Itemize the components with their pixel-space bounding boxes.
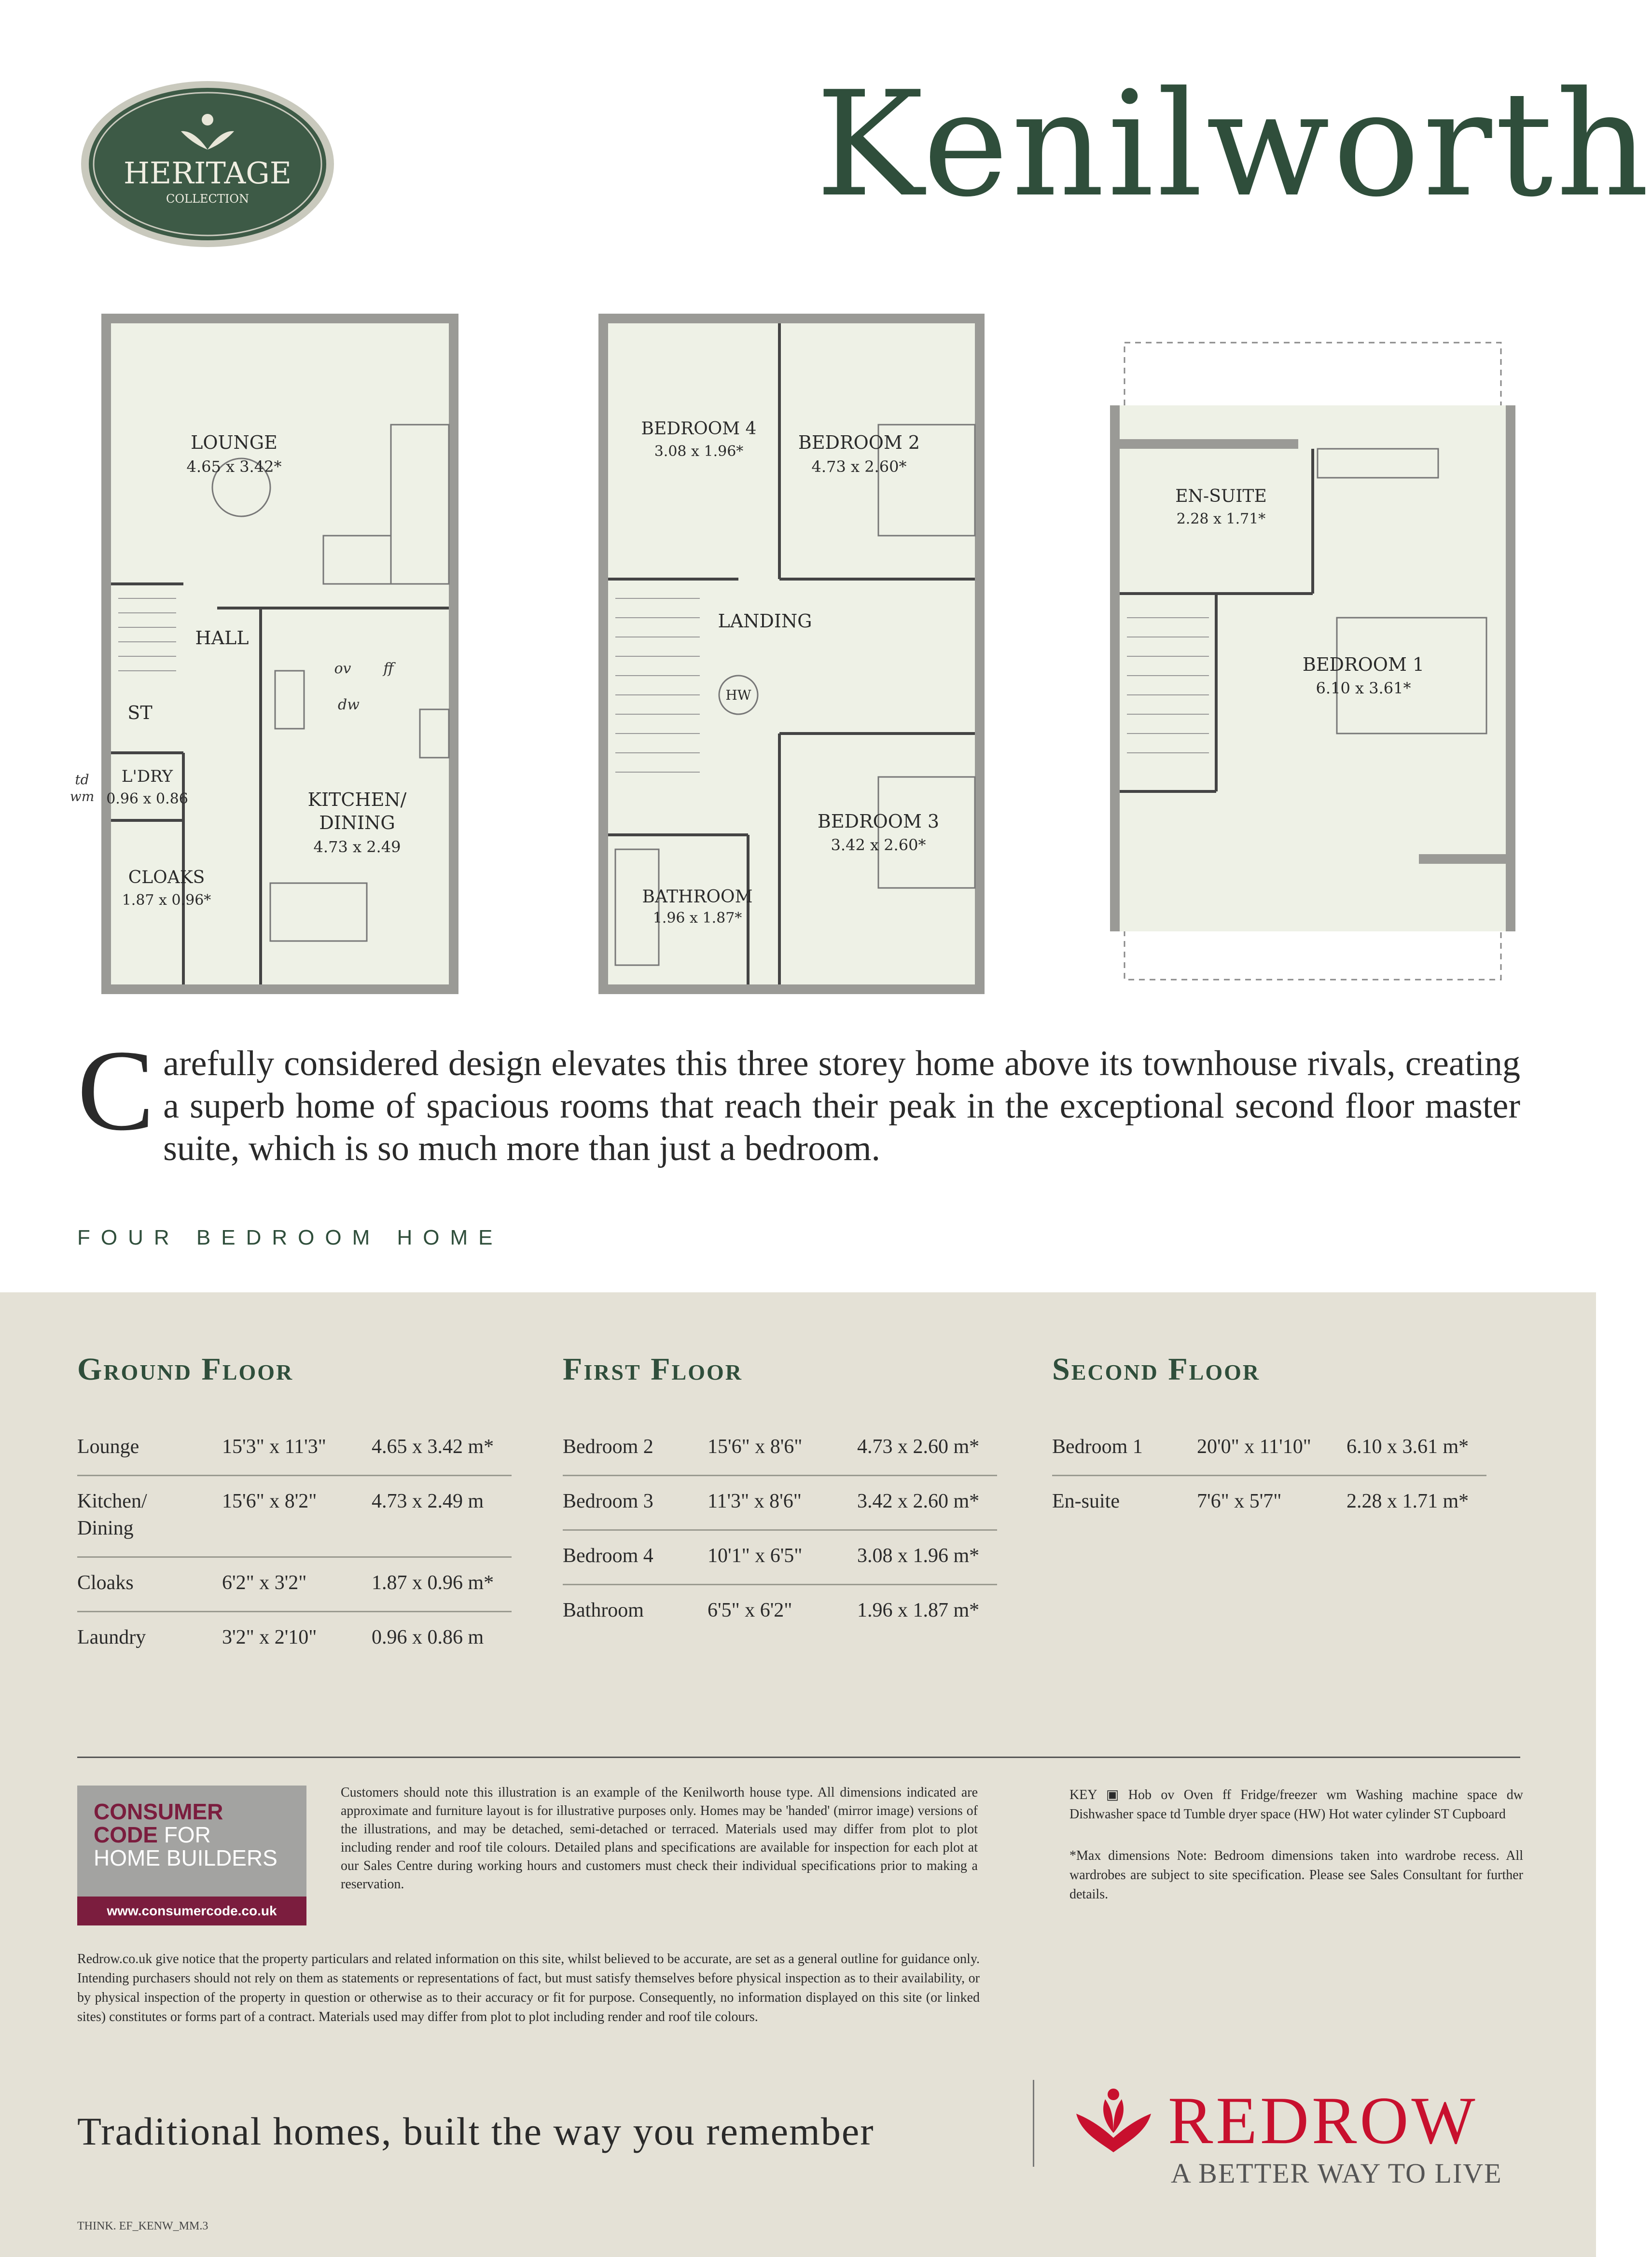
spec-row	[77, 1422, 512, 1476]
lounge-dims: 4.65 x 3.42*	[186, 457, 282, 476]
second-floor-plan	[1100, 309, 1525, 1004]
consumer-code-badge[interactable]	[77, 1786, 306, 1925]
laundry-label: L'DRY	[121, 767, 173, 786]
home-type-subtitle: FOUR BEDROOM HOME	[77, 1226, 503, 1249]
redrow-wordmark: REDROW	[1168, 2083, 1478, 2158]
bedroom3-label: BEDROOM 3	[817, 811, 940, 832]
first-floor-specs	[563, 1351, 997, 1638]
room-imperial: 11'3" x 8'6"	[708, 1490, 802, 1512]
spec-row	[1052, 1422, 1486, 1476]
tagline: Traditional homes, built the way you remember	[77, 2109, 875, 2153]
oven-marker: ov	[334, 660, 351, 677]
room-name: Lounge	[77, 1436, 139, 1458]
tumble-dryer-marker: td	[75, 772, 89, 788]
second-floor-specs	[1052, 1351, 1486, 1529]
vertical-divider	[1033, 2080, 1034, 2167]
redrow-rose-icon	[1071, 2085, 1156, 2157]
room-imperial: 15'3" x 11'3"	[222, 1436, 326, 1458]
consumer-code-url-bar	[77, 1897, 306, 1925]
room-imperial: 6'2" x 3'2"	[222, 1572, 307, 1594]
intro-dropcap: C	[77, 1026, 155, 1154]
kitchen-label-line1: KITCHEN/	[307, 789, 407, 810]
bedroom4-label: BEDROOM 4	[641, 419, 757, 439]
cloaks-label: CLOAKS	[128, 868, 205, 887]
spec-row	[1052, 1476, 1486, 1529]
room-name: Bedroom 3	[563, 1490, 653, 1512]
bedroom3-dims: 3.42 x 2.60*	[831, 836, 926, 854]
room-metric: 1.96 x 1.87 m*	[857, 1599, 980, 1621]
ground-floor-heading: Ground Floor	[77, 1352, 294, 1387]
room-name: Bedroom 1	[1052, 1436, 1143, 1458]
bedroom4-dims: 3.08 x 1.96*	[654, 443, 744, 460]
room-metric: 1.87 x 0.96 m*	[372, 1572, 494, 1594]
ground-floor-plan	[69, 309, 478, 1004]
room-metric: 3.08 x 1.96 m*	[857, 1545, 980, 1567]
room-metric: 4.65 x 3.42 m*	[372, 1436, 494, 1458]
spec-row	[77, 1558, 512, 1612]
room-metric: 0.96 x 0.86 m	[372, 1626, 484, 1648]
kitchen-dims: 4.73 x 2.49	[313, 838, 401, 856]
room-name: Cloaks	[77, 1572, 134, 1594]
heritage-wordmark: HERITAGE	[123, 155, 292, 191]
document-reference: THINK. EF_KENW_MM.3	[77, 2220, 208, 2232]
room-imperial: 6'5" x 6'2"	[708, 1599, 792, 1621]
first-floor-heading: First Floor	[563, 1352, 743, 1387]
cloaks-dims: 1.87 x 0.96*	[122, 892, 211, 909]
bedroom2-label: BEDROOM 2	[798, 432, 920, 453]
spec-row	[563, 1585, 997, 1638]
spec-row	[563, 1531, 997, 1585]
heritage-collection-logo	[77, 77, 338, 251]
second-floor-heading: Second Floor	[1052, 1352, 1261, 1387]
room-imperial: 20'0" x 11'10"	[1197, 1436, 1311, 1458]
ensuite-dims: 2.28 x 1.71*	[1176, 511, 1266, 527]
consumer-code-line1: CONSUMER	[94, 1799, 223, 1824]
room-metric: 4.73 x 2.49 m	[372, 1490, 484, 1512]
consumer-code-line2a: CODE	[94, 1822, 158, 1847]
consumer-code-title	[94, 1800, 223, 1846]
hot-water-label: HW	[725, 687, 751, 703]
consumer-code-line3: HOME BUILDERS	[94, 1845, 278, 1870]
room-imperial: 3'2" x 2'10"	[222, 1626, 317, 1648]
landing-label: LANDING	[718, 610, 812, 632]
lounge-label: LOUNGE	[191, 432, 278, 453]
room-name: Bedroom 2	[563, 1436, 653, 1458]
ensuite-label: EN-SUITE	[1175, 486, 1267, 506]
laundry-dims: 0.96 x 0.86	[106, 790, 188, 807]
spec-row	[563, 1476, 997, 1531]
intro-paragraph	[77, 1026, 1520, 1170]
consumer-code-link[interactable]: www.consumercode.co.uk	[107, 1903, 277, 1918]
bathroom-dims: 1.96 x 1.87*	[652, 910, 742, 927]
bedroom1-dims: 6.10 x 3.61*	[1316, 679, 1411, 697]
spec-row	[77, 1476, 512, 1558]
house-title: Kenilworth	[816, 60, 1652, 229]
redrow-slogan: A BETTER WAY TO LIVE	[1171, 2158, 1502, 2189]
room-imperial: 15'6" x 8'2"	[222, 1490, 317, 1512]
room-imperial: 15'6" x 8'6"	[708, 1436, 803, 1458]
room-name: Bathroom	[563, 1599, 644, 1621]
room-name: Bedroom 4	[563, 1545, 653, 1567]
fridge-marker: ff	[383, 660, 394, 677]
section-divider	[77, 1757, 1520, 1758]
consumer-code-line2b: FOR	[164, 1822, 211, 1847]
dimension-note: *Max dimensions Note: Bedroom dimensions taken into wardrobe recess. All wardrobes are subject to site specification. Please see Sales Consultant for further details.	[1069, 1848, 1523, 1902]
room-metric: 2.28 x 1.71 m*	[1347, 1490, 1469, 1512]
first-floor-plan	[594, 309, 999, 1004]
washing-machine-marker: wm	[69, 789, 95, 804]
ground-floor-specs	[77, 1351, 512, 1665]
dishwasher-marker: dw	[338, 696, 360, 713]
illustration-disclaimer: Customers should note this illustration is an example of the Kenilworth house type. All dimensions indicated are approximate and furniture layout is for illustrative purposes only. Homes may be 'handed' (mirror image) versions of the illustrations, and may be detached, semi-detached or terraced. Materials used may differ from plot to plot including render and roof tile colours. Detailed plans and specifications are available for inspection for each plot at our Sales Centre during working hours and customers must check their individual specifications prior to making a reservation.	[341, 1785, 978, 1892]
room-imperial: 10'1" x 6'5"	[708, 1545, 803, 1567]
room-imperial: 7'6" x 5'7"	[1197, 1490, 1282, 1512]
room-metric: 6.10 x 3.61 m*	[1347, 1436, 1469, 1458]
spec-row	[77, 1612, 512, 1665]
room-name: En-suite	[1052, 1490, 1120, 1512]
bathroom-label: BATHROOM	[642, 887, 753, 907]
room-metric: 3.42 x 2.60 m*	[857, 1490, 980, 1512]
room-name: Kitchen/ Dining	[77, 1490, 147, 1539]
room-name: Laundry	[77, 1626, 146, 1648]
cupboard-label: ST	[127, 702, 153, 723]
intro-text: arefully considered design elevates this three storey home above its townhouse rivals, creating a superb home of spacious rooms that reach their peak in the exceptional second floor master suite, which is so much more than just a bedroom.	[163, 1044, 1520, 1168]
bedroom2-dims: 4.73 x 2.60*	[811, 457, 907, 476]
redrow-disclaimer: Redrow.co.uk give notice that the property particulars and related information on this site, whilst believed to be accurate, are set as a general outline for guidance only. Intending purchasers should not rely on them as statements or representations of fact, but must satisfy themselves before physical inspection as to their availability, or by physical inspection of the property in question or otherwise as to their accuracy or fit for purpose. Consequently, no information displayed on this site (or linked sites) constitutes or forms part of a contract. Materials used may differ from plot to plot including render and roof tile colours.	[77, 1952, 980, 2024]
room-metric: 4.73 x 2.60 m*	[857, 1436, 980, 1458]
spec-row	[563, 1422, 997, 1476]
collection-wordmark: COLLECTION	[166, 192, 249, 206]
hall-label: HALL	[195, 627, 249, 649]
bedroom1-label: BEDROOM 1	[1302, 654, 1425, 675]
symbol-key: KEY ▣ Hob ov Oven ff Fridge/freezer wm Washing machine space dw Dishwasher space td Tumble dryer space (HW) Hot water cylinder ST Cupboard	[1069, 1787, 1523, 1822]
kitchen-label-line2: DINING	[319, 812, 395, 833]
